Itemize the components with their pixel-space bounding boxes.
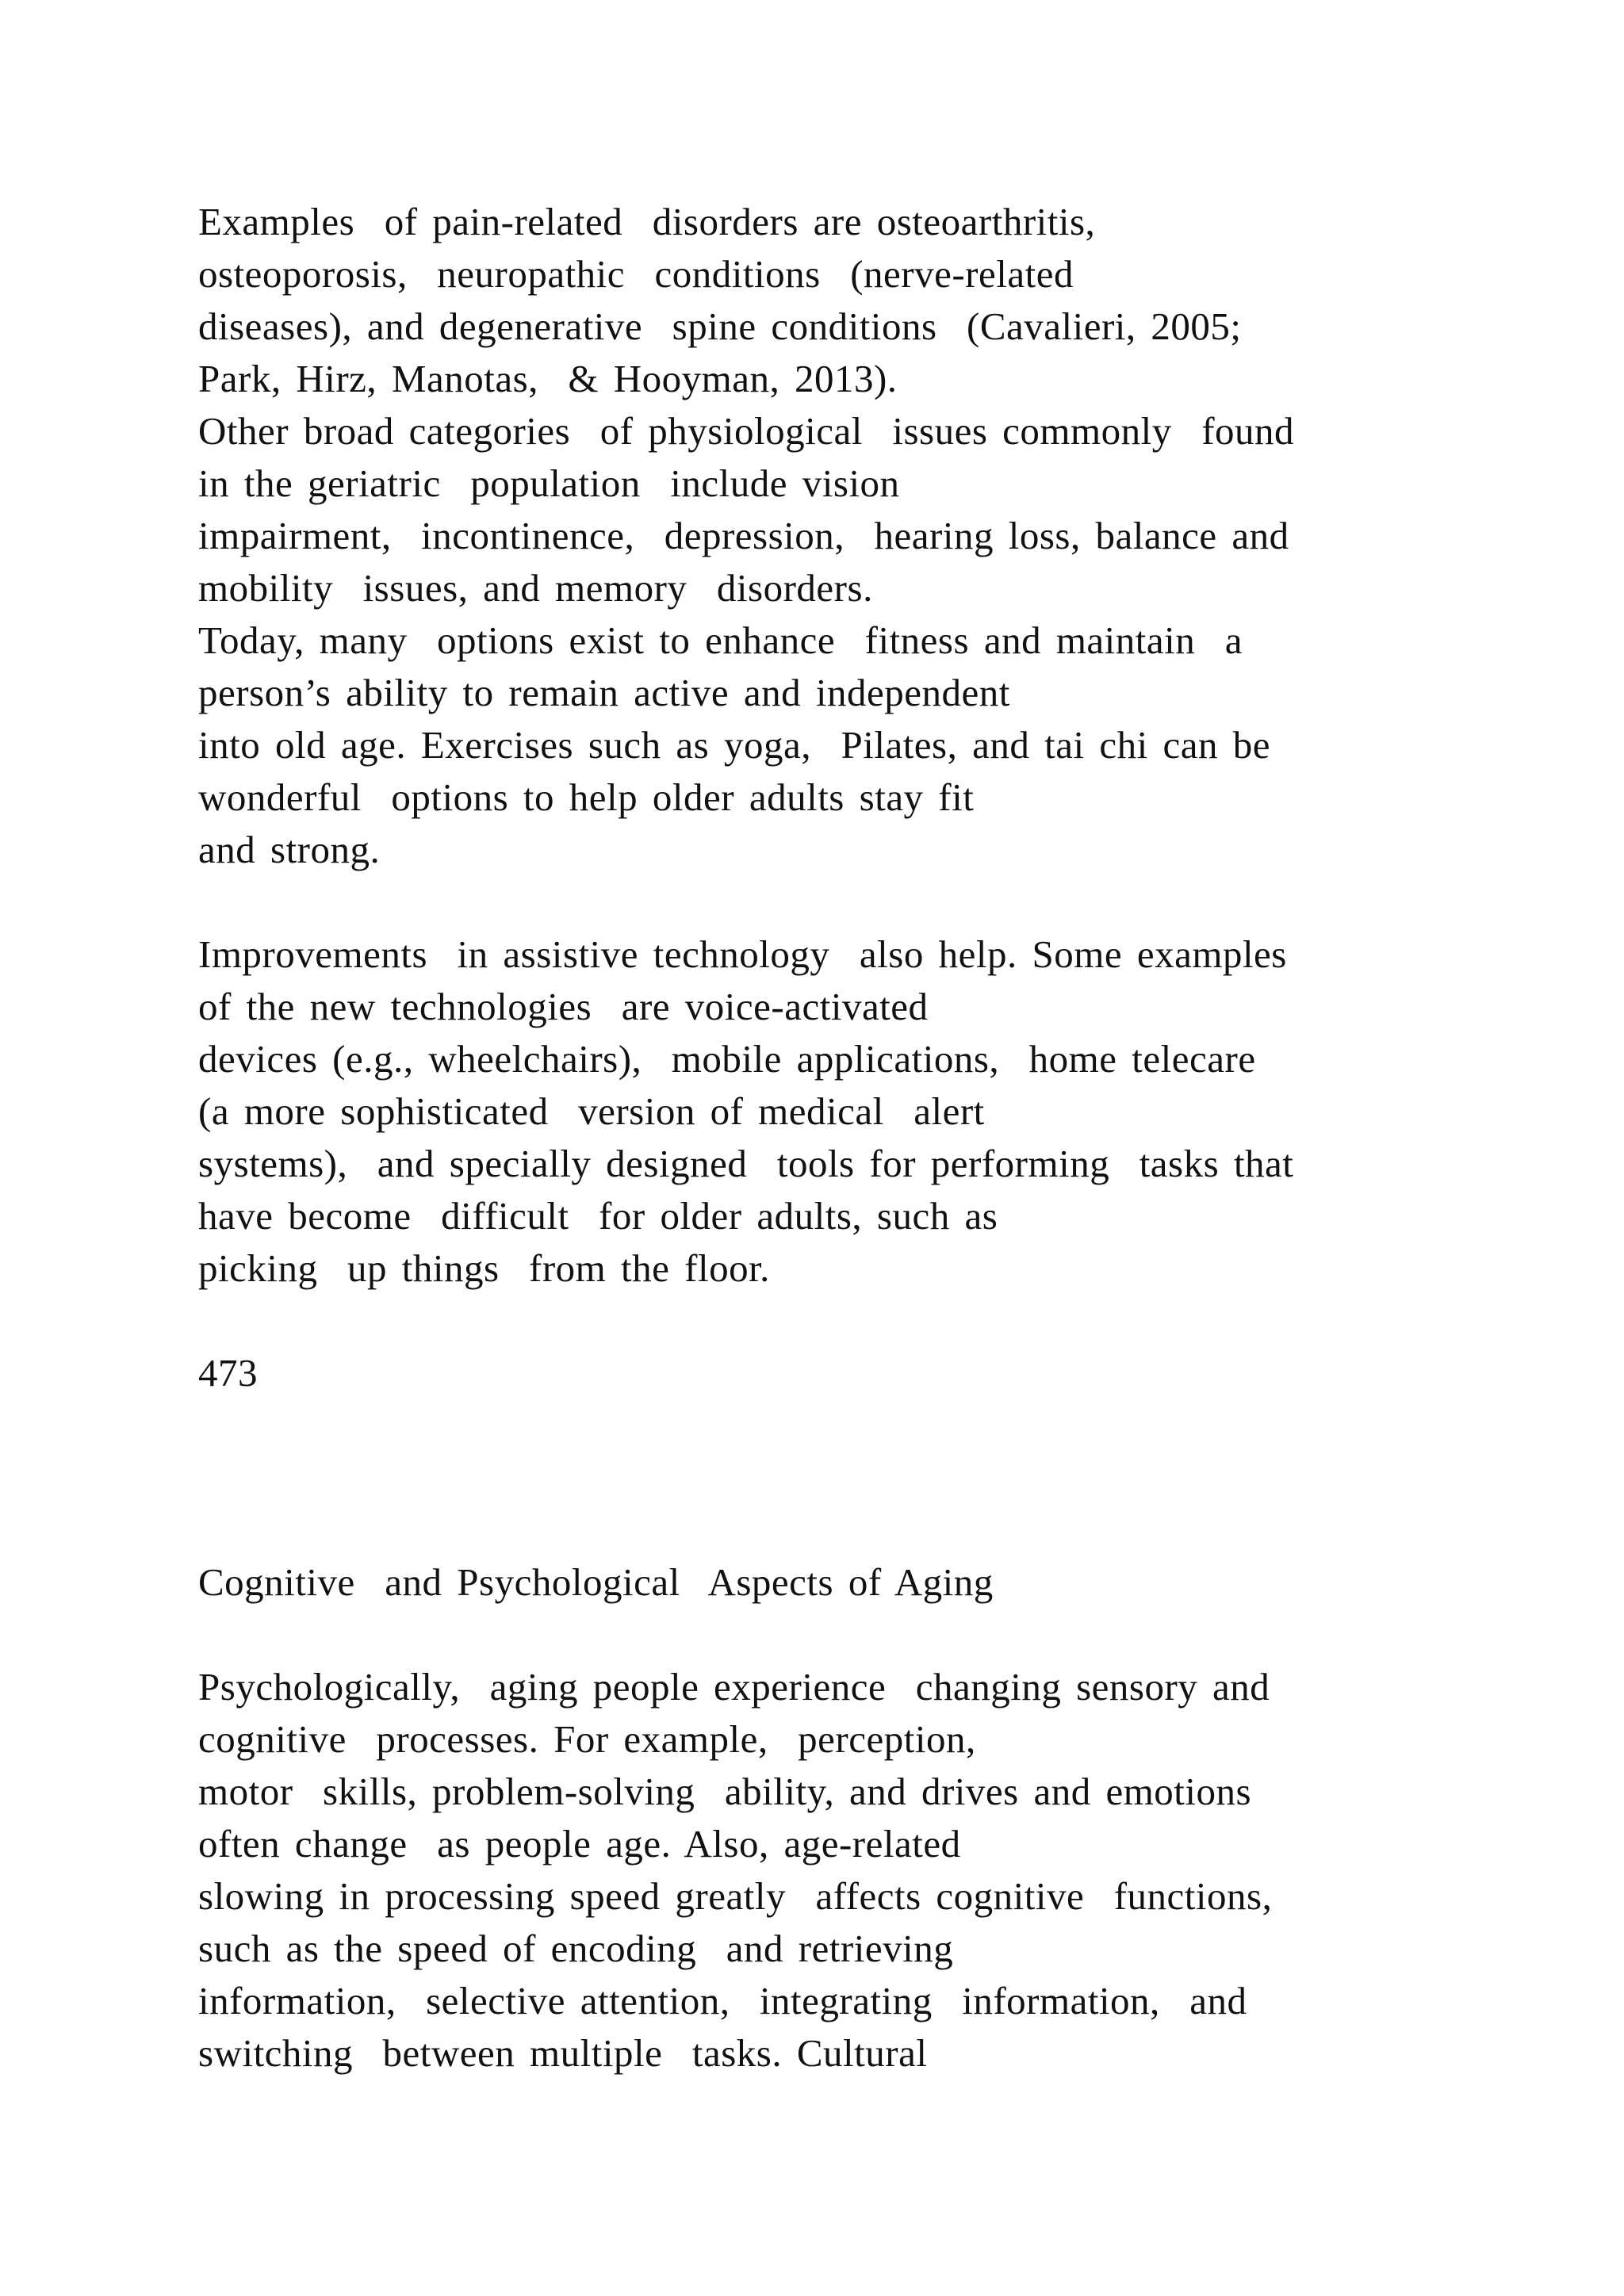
text-line: Improvements in assistive technology also help. Some examples [198, 932, 1287, 976]
text-line: (a more sophisticated version of medical alert [198, 1089, 985, 1133]
text-line: picking up things from the floor. [198, 1246, 770, 1290]
text-line: Psychologically, aging people experience changing sensory and [198, 1665, 1270, 1709]
text-line: diseases), and degenerative spine conditions (Cavalieri, 2005; [198, 304, 1242, 348]
section-heading: Cognitive and Psychological Aspects of Aging [198, 1560, 994, 1604]
page-number: 473 [198, 1351, 258, 1395]
text-line: Other broad categories of physiological issues commonly found [198, 409, 1295, 453]
text-line: Park, Hirz, Manotas, & Hooyman, 2013). [198, 357, 898, 400]
document-page [198, 0, 1594, 2296]
text-line: mobility issues, and memory disorders. [198, 566, 873, 610]
text-line: systems), and specially designed tools for performing tasks that [198, 1142, 1294, 1185]
text-line: person’s ability to remain active and independent [198, 671, 1010, 714]
text-line: motor skills, problem-solving ability, and drives and emotions [198, 1770, 1252, 1813]
text-line: cognitive processes. For example, perception, [198, 1717, 976, 1761]
text-line: slowing in processing speed greatly affects cognitive functions, [198, 1874, 1273, 1918]
text-line: have become difficult for older adults, such as [198, 1194, 998, 1238]
text-line: such as the speed of encoding and retrieving [198, 1927, 954, 1970]
text-line: into old age. Exercises such as yoga, Pilates, and tai chi can be [198, 723, 1270, 767]
text-line: Examples of pain-related disorders are osteoarthritis, [198, 200, 1096, 243]
text-line: information, selective attention, integrating information, and [198, 1979, 1247, 2022]
text-line: osteoporosis, neuropathic conditions (nerve-related [198, 252, 1074, 296]
text-line: impairment, incontinence, depression, hearing loss, balance and [198, 514, 1289, 557]
text-line: in the geriatric population include vision [198, 461, 900, 505]
text-line: of the new technologies are voice-activated [198, 985, 929, 1028]
text-line: devices (e.g., wheelchairs), mobile applications, home telecare [198, 1037, 1256, 1081]
text-line: switching between multiple tasks. Cultural [198, 2031, 928, 2075]
text-line: Today, many options exist to enhance fitness and maintain a [198, 618, 1243, 662]
text-line: wonderful options to help older adults stay fit [198, 775, 975, 819]
text-line: often change as people age. Also, age-related [198, 1822, 961, 1866]
text-line: and strong. [198, 828, 381, 871]
